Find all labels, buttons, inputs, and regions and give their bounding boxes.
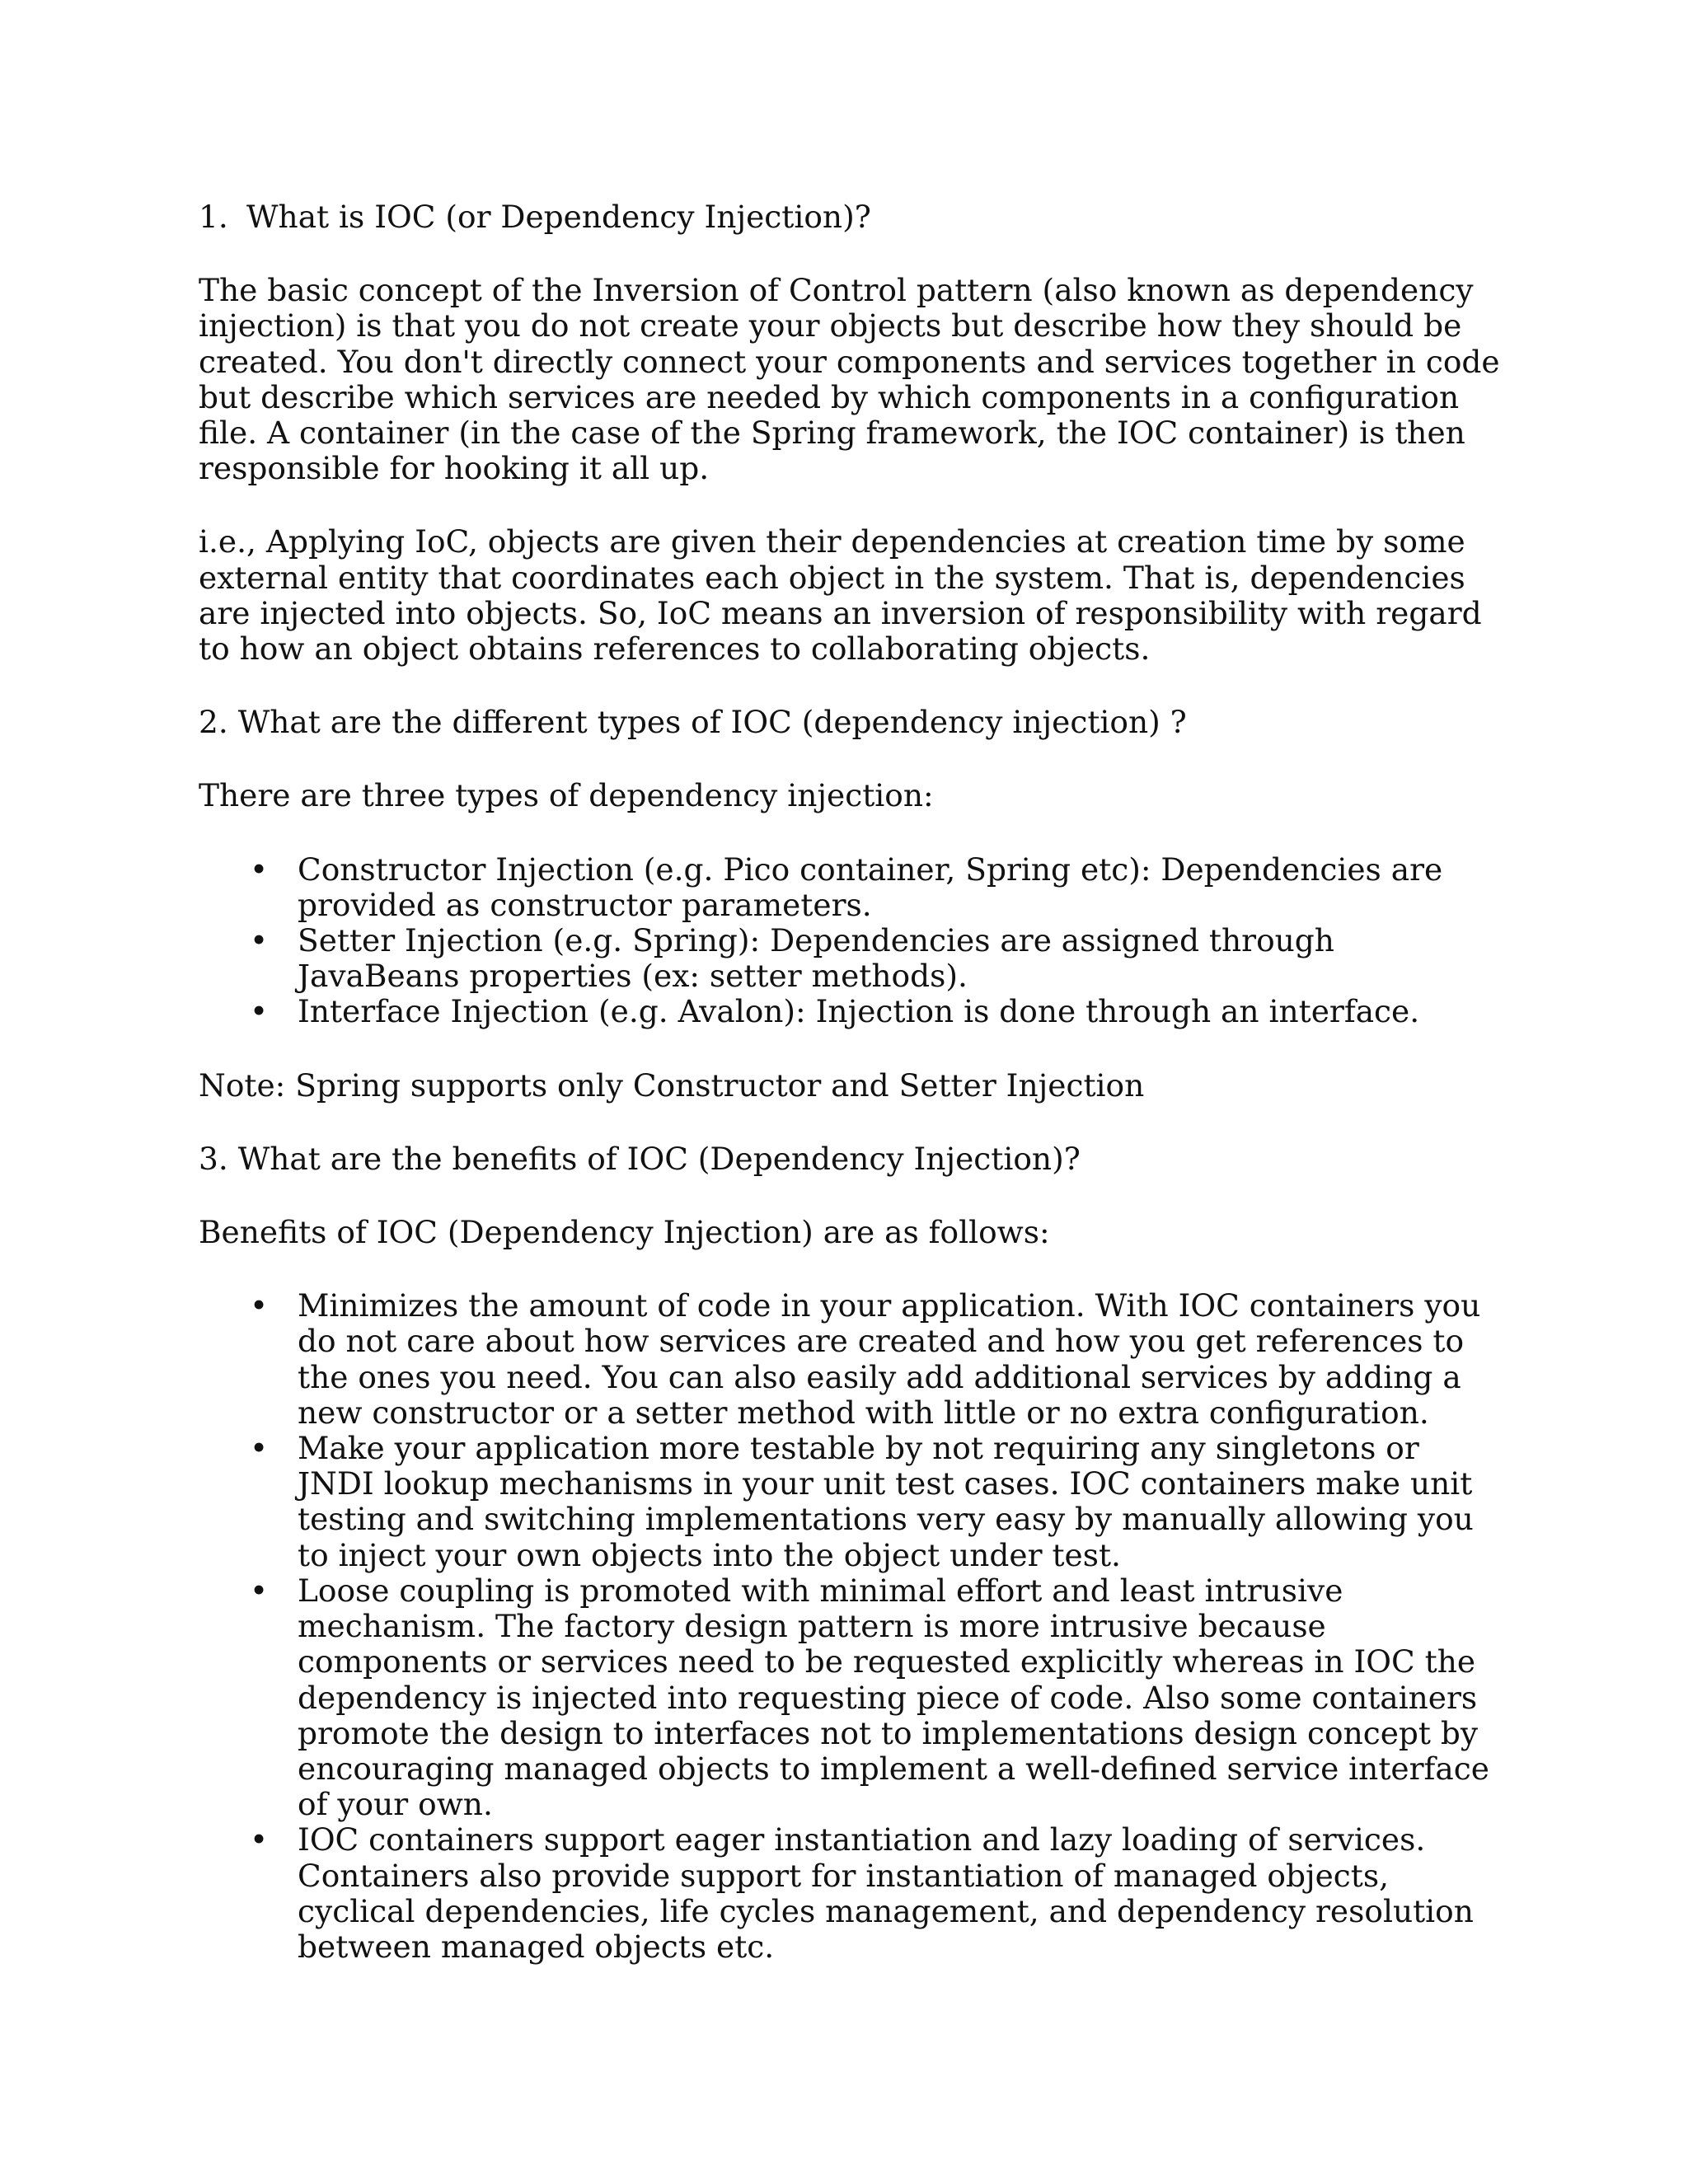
list-item (199, 923, 1501, 994)
list-item-text: Minimizes the amount of code in your application. With IOC containers you do not care about how services are created and how you get references to the ones you need. You can also easily add additional services by adding a new constructor or a setter method with little or no extra configuration. (298, 1287, 1481, 1431)
list-item-text: Constructor Injection (e.g. Pico container, Spring etc): Dependencies are provided as constructor parameters. (298, 851, 1443, 923)
bullet-icon: • (250, 1287, 269, 1324)
section3-intro: Benefits of IOC (Dependency Injection) are as follows: (199, 1214, 1050, 1251)
section3-question: 3. What are the benefits of IOC (Dependency Injection)? (199, 1140, 1081, 1177)
bullet-icon: • (250, 922, 269, 959)
bullet-icon: • (250, 1821, 269, 1858)
list-item-text: Setter Injection (e.g. Spring): Dependencies are assigned through JavaBeans properties (ex: setter methods). (298, 922, 1334, 995)
section2-question: 2. What are the different types of IOC (dependency injection) ? (199, 704, 1187, 741)
section1-number: 1. (199, 199, 228, 235)
list-item-text: Interface Injection (e.g. Avalon): Injection is done through an interface. (298, 993, 1420, 1030)
list-item (199, 994, 1501, 1029)
list-item (199, 1288, 1501, 1431)
document-body (199, 199, 1501, 1965)
section2-note: Note: Spring supports only Constructor and Setter Injection (199, 1066, 1145, 1104)
list-item (199, 1431, 1501, 1573)
list-item-text: Loose coupling is promoted with minimal effort and least intrusive mechanism. The factory design pattern is more intrusive because components or services need to be requested explicitly whereas in IOC the dependency is injected into requesting piece of code. Also some containers promote the design to interfaces not to implementations design concept by encouraging managed objects to implement a well-defined service interface of your own. (298, 1572, 1489, 1823)
section1-heading (199, 199, 1501, 235)
bullet-icon: • (250, 993, 269, 1030)
list-item (199, 852, 1501, 923)
section1-paragraph1: The basic concept of the Inversion of Control pattern (also known as dependency injection) is that you do not create your objects but describe how they should be created. You don't directly connect your components and services together in code but describe which services are needed by which components in a configuration file. A container (in the case of the Spring framework, the IOC container) is then responsible for hooking it all up. (199, 272, 1500, 487)
section2-intro: There are three types of dependency injection: (199, 777, 934, 814)
list-item (199, 1822, 1501, 1965)
section3-bullet-list (199, 1288, 1501, 1965)
list-item (199, 1573, 1501, 1822)
bullet-icon: • (250, 1430, 269, 1467)
section1-question: What is IOC (or Dependency Injection)? (246, 199, 871, 235)
bullet-icon: • (250, 1572, 269, 1609)
section2-bullet-list (199, 852, 1501, 1030)
list-item-text: IOC containers support eager instantiation and lazy loading of services. Containers also provide support for instantiation of managed objects, cyclical dependencies, life cycles management, and dependency resolution between managed objects etc. (298, 1821, 1474, 1965)
section1-paragraph2: i.e., Applying IoC, objects are given their dependencies at creation time by some external entity that coordinates each object in the system. That is, dependencies are injected into objects. So, IoC means an inversion of responsibility with regard to how an object obtains references to collaborating objects. (199, 523, 1482, 668)
list-item-text: Make your application more testable by not requiring any singletons or JNDI lookup mechanisms in your unit test cases. IOC containers make unit testing and switching implementations very easy by manually allowing you to inject your own objects into the object under test. (298, 1430, 1474, 1573)
bullet-icon: • (250, 851, 269, 888)
